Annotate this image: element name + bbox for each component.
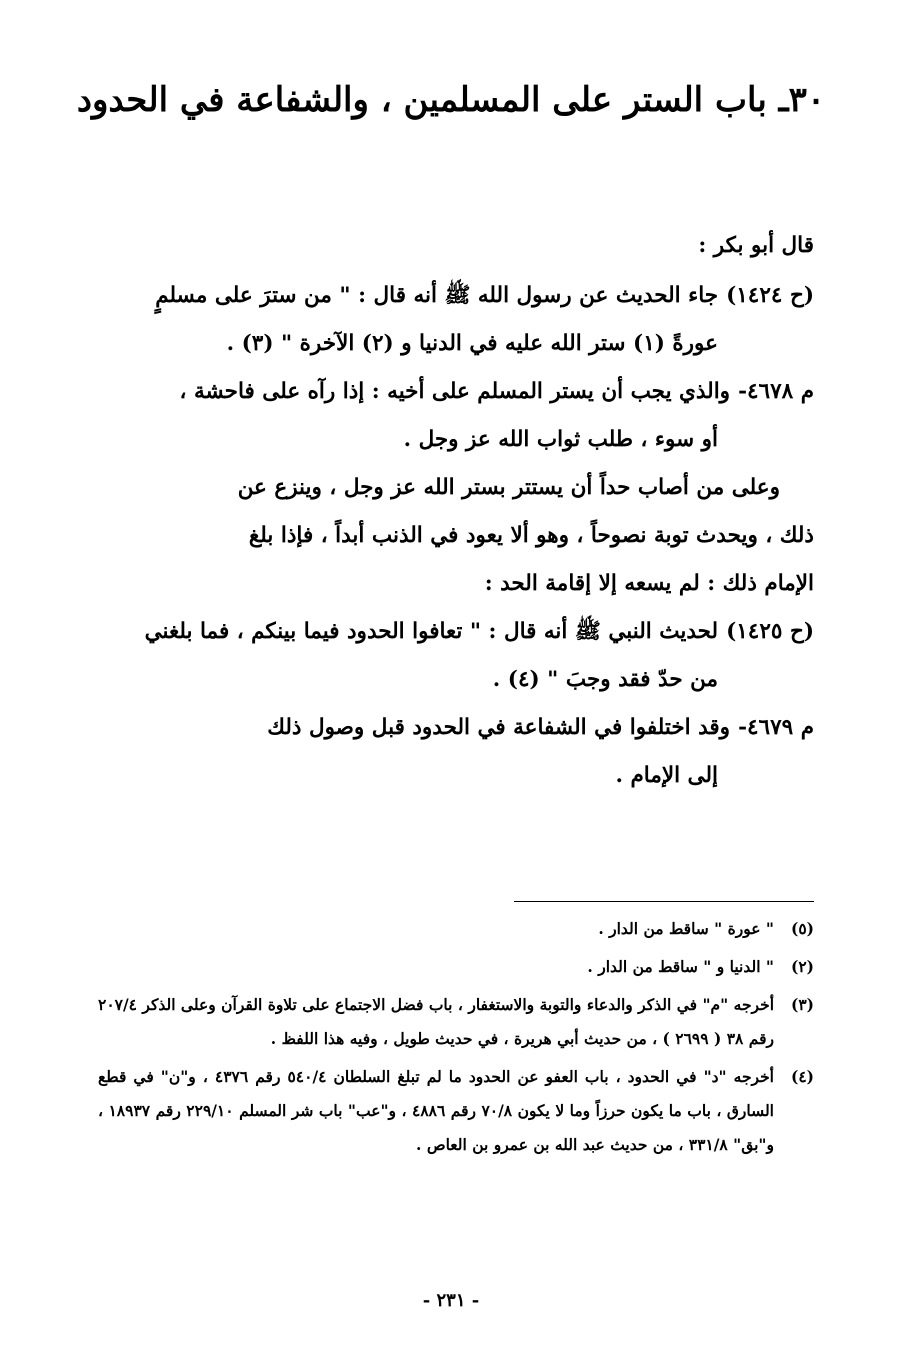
chapter-title: ٣٠ـ باب الستر على المسلمين ، والشفاعة في الحدود (76, 80, 826, 120)
footnotes (98, 912, 814, 1166)
footnote-mark: (٥) (790, 919, 814, 938)
paragraph (98, 464, 814, 608)
page-number: - ٢٣١ - (422, 1290, 480, 1311)
footnote-text: " عورة " ساقط من الدار . (598, 919, 774, 938)
entry-number: م ٤٦٧٩- (738, 715, 814, 740)
footnote-separator (514, 901, 814, 902)
paragraph-line: وعلى من أصاب حداً أن يستتر بستر الله عز وجل ، وينزع عن (237, 475, 780, 500)
footnote (98, 912, 814, 946)
entry-line: من حدّ فقد وجبَ " (٤) . (492, 667, 718, 692)
footnote (98, 1060, 814, 1162)
paragraph-line: الإمام ذلك : لم يسعه إلا إقامة الحد : (484, 571, 814, 596)
entry-number: (ح ١٤٢٤) (726, 283, 814, 308)
footnote-mark: (٣) (790, 995, 814, 1014)
footnote-text: " الدنيا و " ساقط من الدار . (587, 957, 774, 976)
entry-line: وقد اختلفوا في الشفاعة في الحدود قبل وصول ذلك (267, 715, 731, 740)
footnote-mark: (٢) (790, 957, 814, 976)
entry-line: أو سوء ، طلب ثواب الله عز وجل . (403, 427, 718, 452)
masala-entry-4678 (98, 368, 814, 464)
hadith-entry-1424 (98, 272, 814, 368)
footnote (98, 988, 814, 1056)
entry-number: (ح ١٤٢٥) (726, 619, 814, 644)
entry-line: عورةً (١) ستر الله عليه في الدنيا و (٢) الآخرة " (٣) . (226, 331, 718, 356)
masala-entry-4679 (98, 704, 814, 800)
entry-line: لحديث النبي ﷺ أنه قال : " تعافوا الحدود فيما بينكم ، فما بلغني (144, 619, 719, 644)
entry-number: م ٤٦٧٨- (738, 379, 814, 404)
entry-line: والذي يجب أن يستر المسلم على أخيه : إذا رآه على فاحشة ، (179, 379, 731, 404)
footnote-mark: (٤) (790, 1067, 814, 1086)
entry-line: جاء الحديث عن رسول الله ﷺ أنه قال : " من سترَ على مسلمٍ (155, 283, 719, 308)
paragraph-line: ذلك ، ويحدث توبة نصوحاً ، وهو ألا يعود في الذنب أبداً ، فإذا بلغ (248, 523, 814, 548)
footnote-text: أخرجه "م" في الذكر والدعاء والتوبة والاستغفار ، باب فضل الاجتماع على تلاوة القرآن وعلى الذكر ٢٠٧/٤ رقم ٣٨ ( ٢٦٩٩ ) ، من حديث أبي هريرة ، في حديث طويل ، وفيه هذا اللفظ . (98, 995, 774, 1048)
hadith-entry-1425 (98, 608, 814, 704)
footnote (98, 950, 814, 984)
main-text (98, 222, 814, 800)
entry-line: إلى الإمام . (615, 763, 718, 788)
intro-line: قال أبو بكر : (698, 233, 814, 258)
footnote-text: أخرجه "د" في الحدود ، باب العفو عن الحدود ما لم تبلغ السلطان ٥٤٠/٤ رقم ٤٣٧٦ ، و"ن" في قطع السارق ، باب ما يكون حرزاً وما لا يكون ٧٠/٨ رقم ٤٨٨٦ ، و"عب" باب شر المسلم ٢٢٩/١٠ رقم ١٨٩٣٧ ، و"بق" ٣٣١/٨ ، من حديث عبد الله بن عمرو بن العاص . (98, 1067, 774, 1154)
